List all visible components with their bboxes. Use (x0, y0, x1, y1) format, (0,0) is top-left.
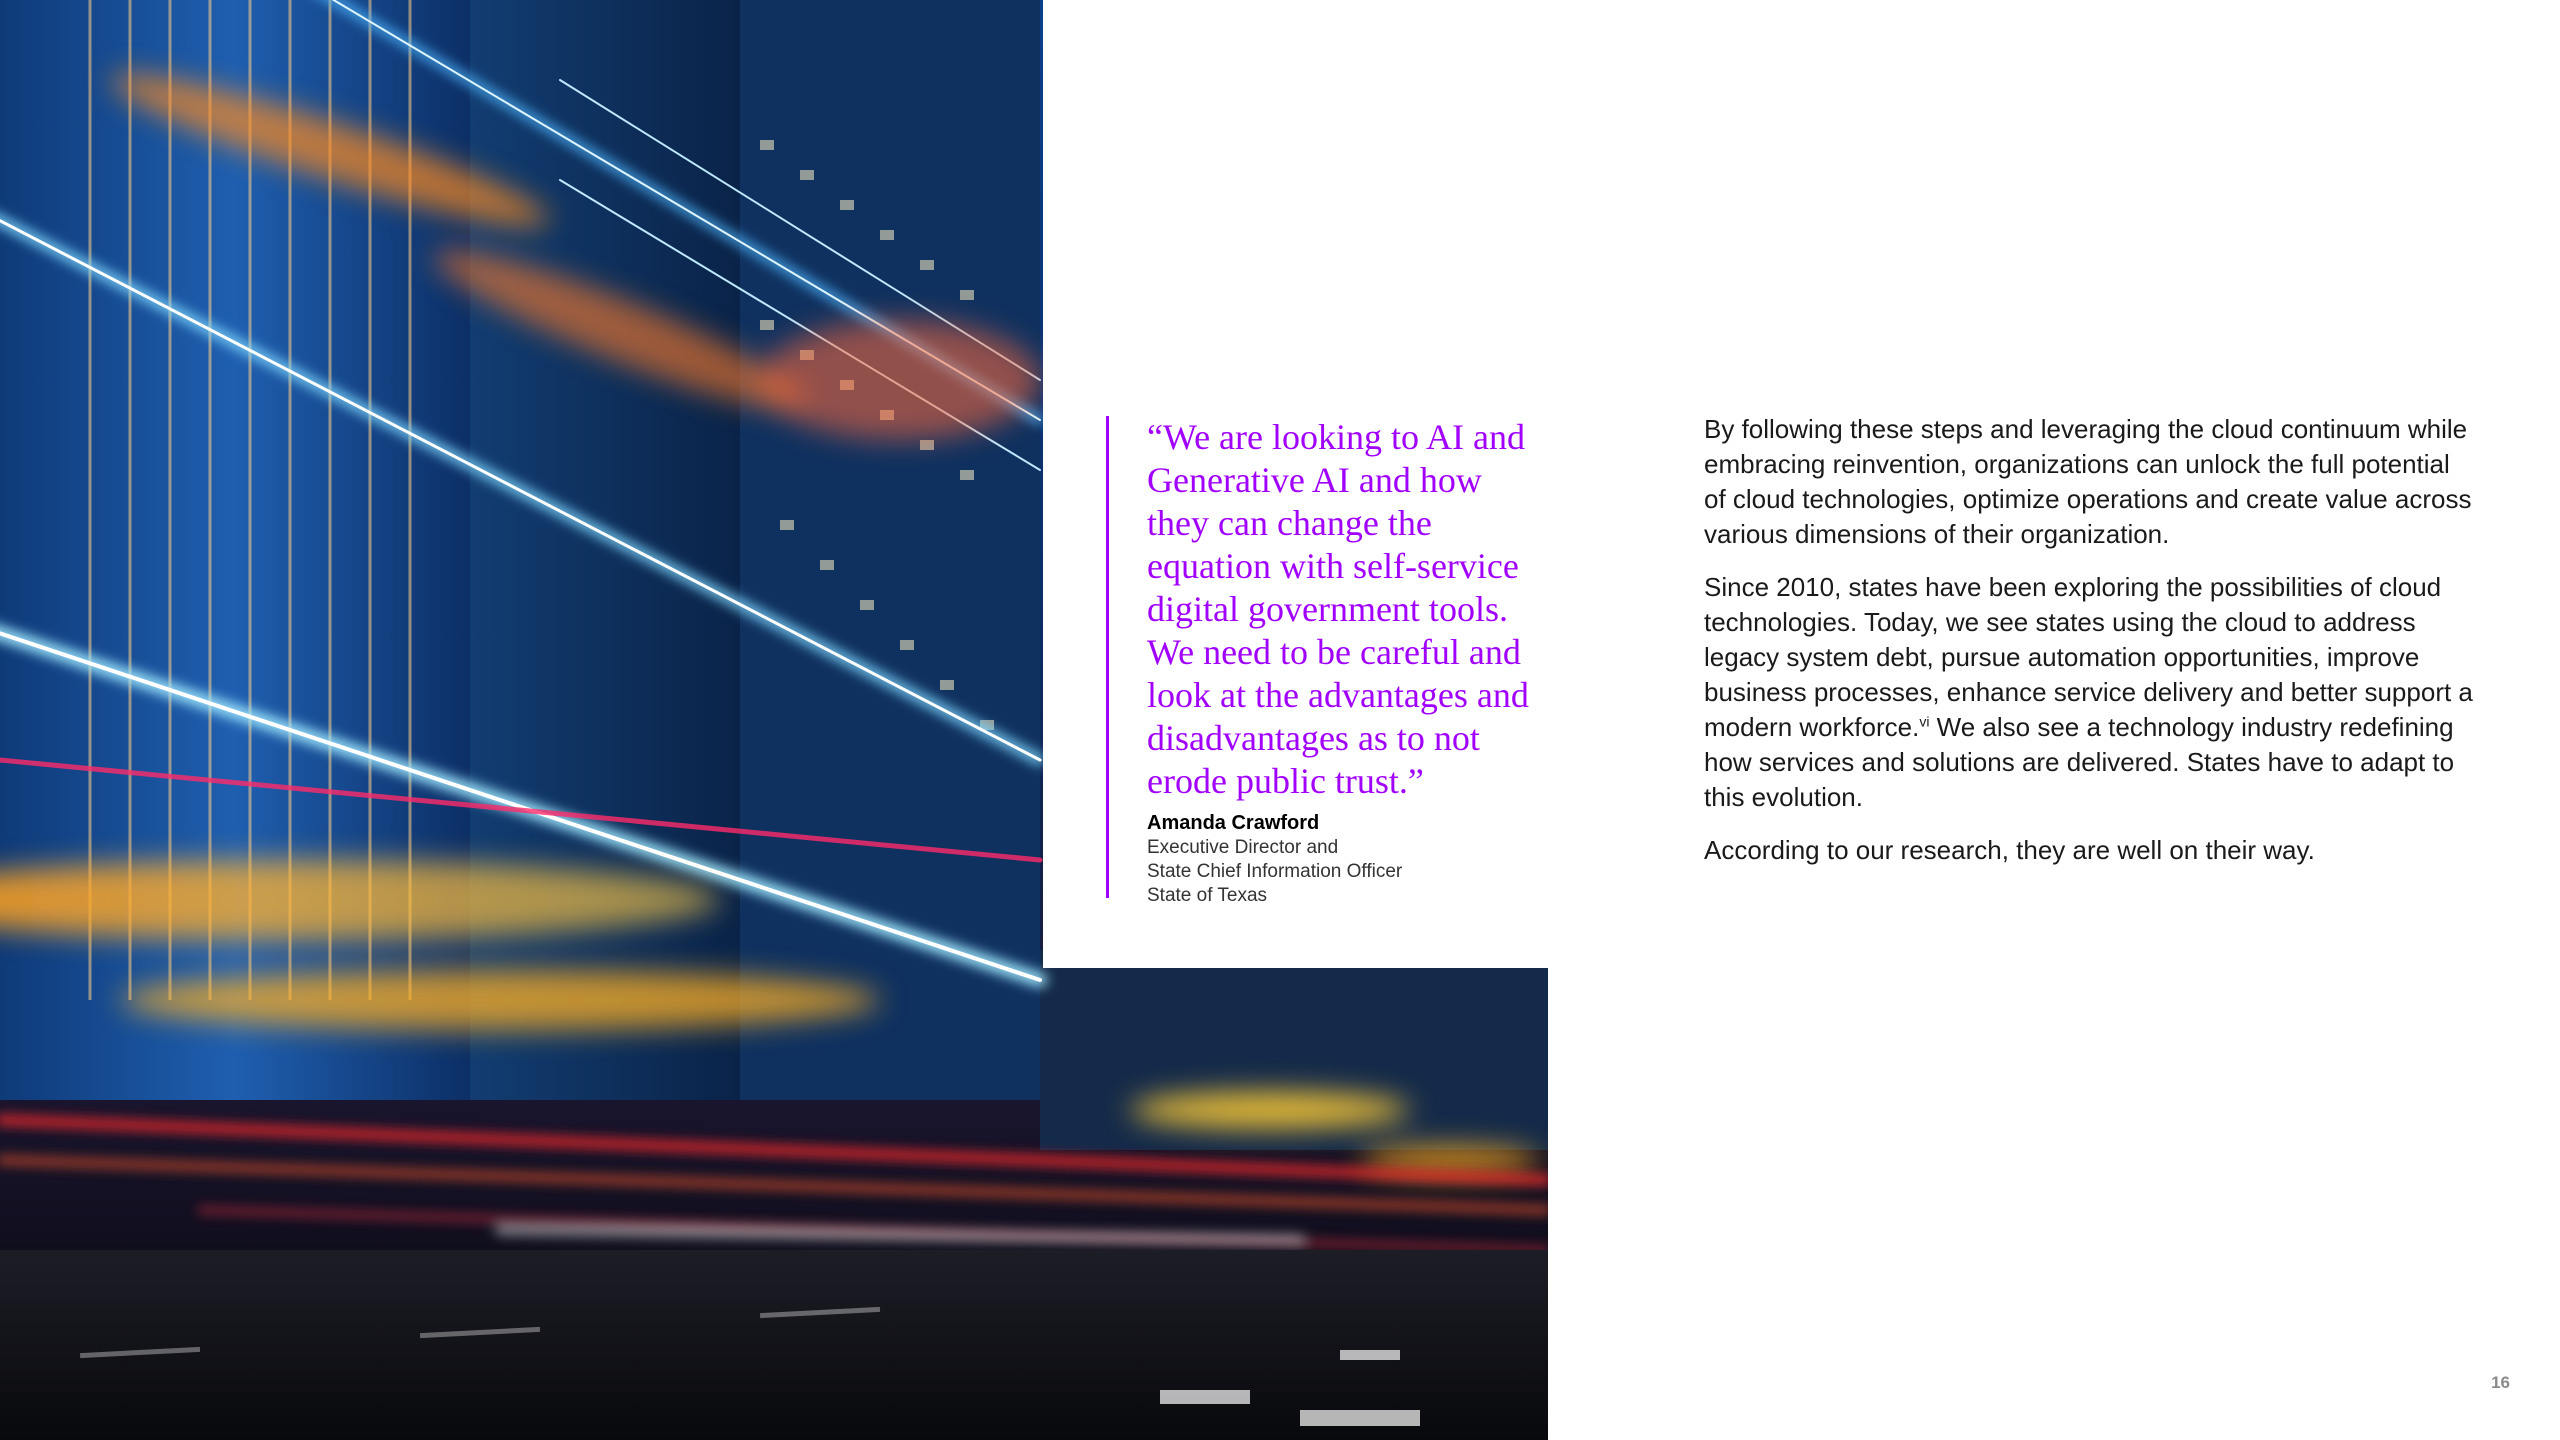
quote-author-title-1: Executive Director and (1147, 837, 1339, 858)
body-paragraph-3: According to our research, they are well on their way. (1704, 835, 2315, 865)
quote-author-title-2: State Chief Information Officer (1147, 861, 1403, 882)
body-copy (1704, 412, 2474, 886)
body-paragraph-2-part-1: Since 2010, states have been exploring the possibilities of cloud technologies. Today, we see states using the cloud to address legacy system debt, pursue automation opportunities, improve business processes, enhance service delivery and better support a modern workforce. (1704, 572, 2473, 742)
body-paragraph-1: By following these steps and leveraging the cloud continuum while embracing reinvention, organizations can unlock the full potential of cloud technologies, optimize operations and create value across various dimensions of their organization. (1704, 414, 2472, 549)
quote-author: Amanda Crawford (1147, 812, 1320, 834)
quote-author-organization: State of Texas (1147, 885, 1268, 906)
pull-quote (1106, 416, 1536, 906)
footnote-reference[interactable]: vi (1919, 713, 1930, 730)
page-number: 16 (2491, 1373, 2510, 1392)
body-paragraph-2-part-2: We also see a technology industry redefining how services and solutions are delivered. States have to adapt to this evolution. (1704, 712, 2455, 812)
body-paragraph-2 (1704, 570, 2474, 815)
quote-text: “We are looking to AI and Generative AI and how they can change the equation with self-service digital government tools. We need to be careful and look at the advantages and disadvantages as to not erode public trust.” (1147, 417, 1529, 801)
